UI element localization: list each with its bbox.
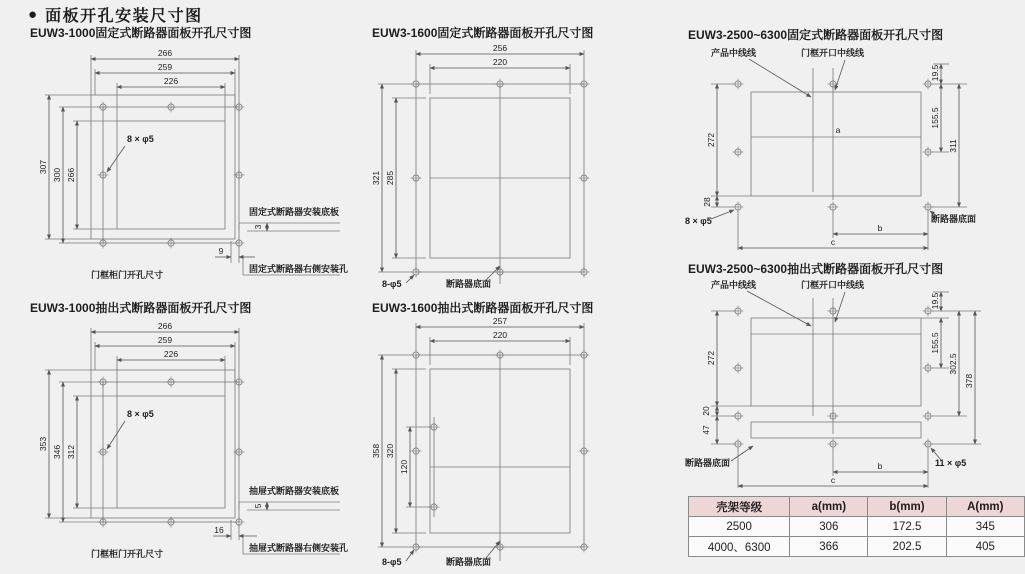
d6-dim-right3: 302.5 xyxy=(948,353,958,375)
d5-dimensions xyxy=(371,316,584,547)
d3-drawing-lines xyxy=(711,64,967,250)
d6-dim-right2: 155.5 xyxy=(930,332,940,354)
d1-side-hole-label: 固定式断路器右侧安装孔 xyxy=(249,264,349,274)
d2-drawing-lines xyxy=(378,50,584,284)
table-cell: 345 xyxy=(946,517,1024,537)
page-title: 面板开孔安装尺寸图 xyxy=(45,8,203,25)
d4-dim-gap2: 16 xyxy=(214,525,224,535)
diagram6-title: EUW3-2500~6300抽出式断路器面板开孔尺寸图 xyxy=(688,262,944,276)
d1-dim-h2: 300 xyxy=(52,167,62,183)
table-cell: 202.5 xyxy=(868,537,946,557)
d4-side-hole-label: 抽屉式断路器右侧安装孔 xyxy=(249,543,349,553)
table-header-a: a(mm) xyxy=(790,497,868,517)
table-header-frame-grade: 壳架等级 xyxy=(689,497,790,517)
d3-product-centerline-label: 产品中线线 xyxy=(711,48,757,58)
d5-bottom-label: 断路器底面 xyxy=(446,557,492,567)
d4-dim-gap1: 5 xyxy=(253,503,263,509)
d6-dim-c: c xyxy=(830,475,836,485)
table-cell: 306 xyxy=(790,517,868,537)
d6-dim-right4: 378 xyxy=(964,373,974,389)
d1-dim-h3: 266 xyxy=(66,167,76,183)
d5-dim-h1: 358 xyxy=(371,443,381,459)
diagram-euw3-1000-drawout xyxy=(35,318,349,570)
d2-dim-h2: 285 xyxy=(385,170,395,186)
d4-dimensions xyxy=(38,321,267,536)
d4-holes xyxy=(98,377,245,528)
table-cell: 2500 xyxy=(689,517,790,537)
d2-dim-w1: 256 xyxy=(492,43,508,53)
d5-dim-h3: 120 xyxy=(399,459,409,475)
d1-dim-gap1: 3 xyxy=(253,224,263,230)
d4-dim-h3: 312 xyxy=(66,444,76,460)
d1-holes xyxy=(98,102,245,249)
d6-holes-label: 11 × φ5 xyxy=(935,458,967,468)
d4-drawing-lines xyxy=(45,328,340,554)
d3-dim-b: b xyxy=(877,223,883,233)
d6-dim-left1: 272 xyxy=(706,350,716,366)
d6-dimensions xyxy=(701,292,975,486)
d3-dim-right3: 311 xyxy=(948,139,958,153)
diagram-euw3-2500-6300-fixed xyxy=(683,42,983,257)
d6-dim-b: b xyxy=(877,461,883,471)
d4-dim-w3: 226 xyxy=(163,349,179,359)
d1-dimensions xyxy=(38,48,267,257)
d6-bottom-label: 断路器底面 xyxy=(685,458,731,468)
d2-bottom-label: 断路器底面 xyxy=(446,279,492,289)
d4-plate-label: 抽屉式断路器安装底板 xyxy=(249,486,340,496)
d4-holes-label: 8 × φ5 xyxy=(127,409,154,419)
table-cell: 405 xyxy=(946,537,1024,557)
d3-dim-a: a xyxy=(835,125,841,135)
d1-plate-label: 固定式断路器安装底板 xyxy=(249,207,340,217)
diagram3-title: EUW3-2500~6300固定式断路器面板开孔尺寸图 xyxy=(688,28,944,42)
table-row xyxy=(689,517,1025,537)
d5-holes-label: 8-φ5 xyxy=(382,557,402,567)
d2-dim-h1: 321 xyxy=(371,170,381,186)
diagram-euw3-1600-fixed xyxy=(368,42,623,292)
table-cell: 366 xyxy=(790,537,868,557)
diagram-euw3-1600-drawout xyxy=(368,315,623,570)
table-header-b: b(mm) xyxy=(868,497,946,517)
d6-dim-left3: 47 xyxy=(701,425,711,435)
d6-dim-right1: 19.5 xyxy=(930,292,940,310)
diagram2-title: EUW3-1600固定式断路器面板开孔尺寸图 xyxy=(372,26,594,40)
d3-dim-right2: 155.5 xyxy=(930,107,940,129)
d6-dim-left2: 20 xyxy=(701,406,711,416)
table-header-row xyxy=(689,497,1025,517)
d3-frame-centerline-label: 门框开口中线线 xyxy=(801,48,865,58)
d4-door-label: 门框柜门开孔尺寸 xyxy=(91,549,164,559)
diagram5-title: EUW3-1600抽出式断路器面板开孔尺寸图 xyxy=(372,301,594,315)
d1-dim-h1: 307 xyxy=(38,159,48,175)
table-header-A: A(mm) xyxy=(946,497,1024,517)
bullet-icon: ● xyxy=(28,6,38,23)
d4-dim-h1: 353 xyxy=(38,436,48,452)
d5-dim-h2: 320 xyxy=(385,443,395,459)
table-cell: 4000、6300 xyxy=(689,537,790,557)
d4-dim-w1: 266 xyxy=(157,321,173,331)
d6-product-centerline-label: 产品中线线 xyxy=(711,280,757,290)
d5-dim-w2: 220 xyxy=(492,330,508,340)
d5-drawing-lines xyxy=(378,323,584,561)
d4-dim-w2: 259 xyxy=(157,335,173,345)
d3-dim-left1: 272 xyxy=(706,132,716,148)
d6-frame-centerline-label: 门框开口中线线 xyxy=(801,280,865,290)
d5-dim-w1: 257 xyxy=(492,316,508,326)
diagram1-title: EUW3-1000固定式断路器面板开孔尺寸图 xyxy=(30,26,252,40)
d1-dim-gap2: 9 xyxy=(218,246,224,256)
table-row xyxy=(689,537,1025,557)
d1-dim-w1: 266 xyxy=(157,48,173,58)
d1-door-label: 门框柜门开孔尺寸 xyxy=(91,270,164,280)
d3-bottom-label: 断路器底面 xyxy=(931,214,977,224)
d3-dim-right1: 19.5 xyxy=(930,64,940,82)
d2-dim-w2: 220 xyxy=(492,57,508,67)
diagram-euw3-1000-fixed xyxy=(35,45,349,295)
d3-holes-label: 8 × φ5 xyxy=(685,216,712,226)
frame-size-table xyxy=(688,496,1025,557)
table-cell: 172.5 xyxy=(868,517,946,537)
d4-dim-h2: 346 xyxy=(52,444,62,460)
d2-dimensions xyxy=(371,43,584,272)
d1-dim-w2: 259 xyxy=(157,62,173,72)
section-header xyxy=(28,3,203,26)
d2-holes-label: 8-φ5 xyxy=(382,279,402,289)
d1-holes-label: 8 × φ5 xyxy=(127,134,154,144)
d1-dim-w3: 226 xyxy=(163,76,179,86)
d3-dim-c: c xyxy=(830,237,836,247)
d3-dim-left2: 28 xyxy=(702,197,712,207)
diagram-euw3-2500-6300-drawout xyxy=(683,276,983,494)
diagram4-title: EUW3-1000抽出式断路器面板开孔尺寸图 xyxy=(30,301,252,315)
d1-drawing-lines xyxy=(45,55,340,275)
